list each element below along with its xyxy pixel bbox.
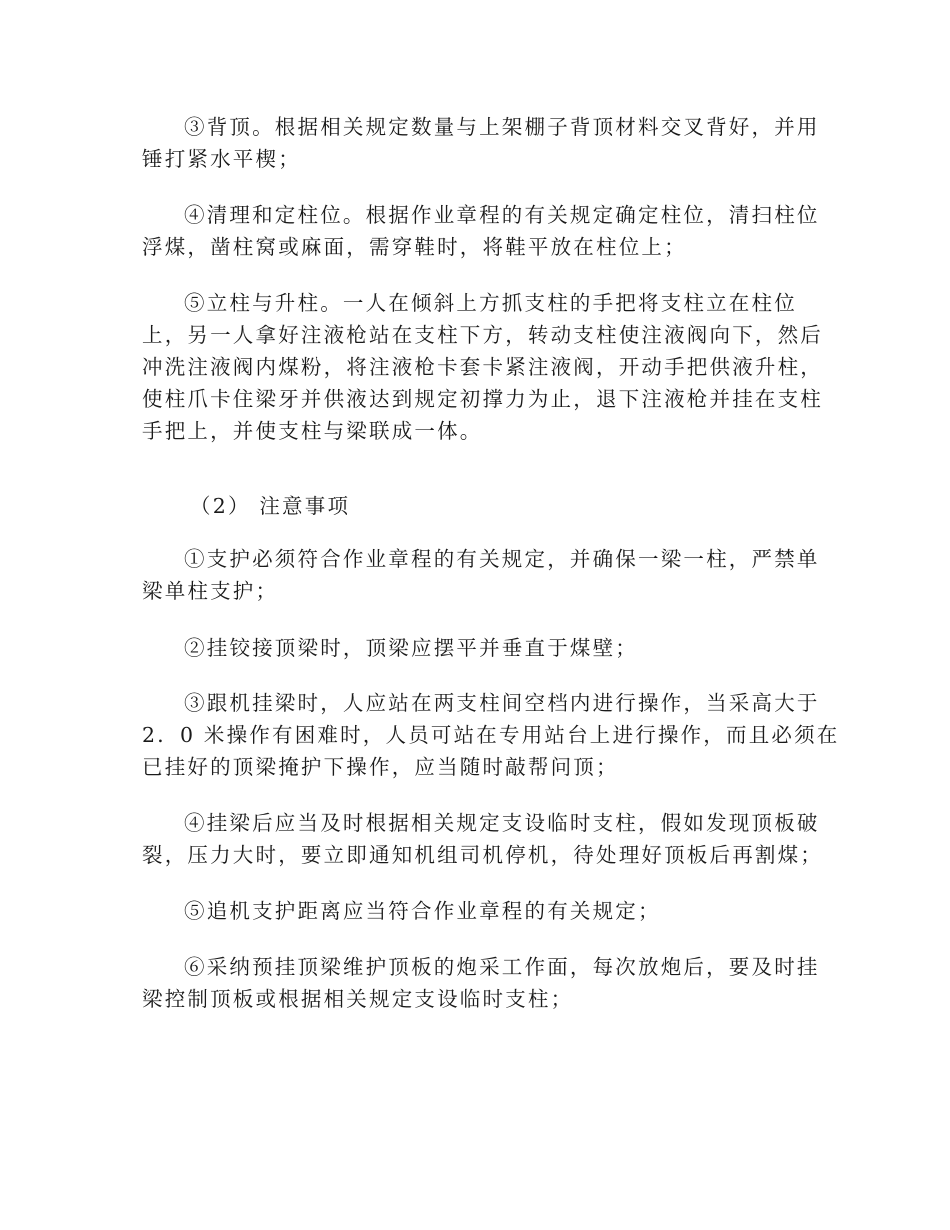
paragraph-back-top [142,111,820,175]
text-line: ③背顶。根据相关规定数量与上架棚子背顶材料交叉背好，并用 [184,115,820,139]
section-heading: （2） 注意事项 [190,494,351,518]
text-line: ⑥采纳预挂顶梁维护顶板的炮采工作面，每次放炮后，要及时挂 [184,955,820,979]
paragraph-note-5 [142,895,814,927]
text-line: ④清理和定柱位。根据作业章程的有关规定确定柱位，清扫柱位 [184,203,820,227]
text-line: 已挂好的顶梁掩护下操作，应当随时敲帮问顶； [142,755,619,779]
paragraph-note-1 [142,543,820,607]
paragraph-note-2 [142,632,814,664]
paragraph-note-4 [142,807,823,871]
paragraph-note-3 [142,687,840,783]
text-line: 梁单柱支护； [142,579,279,603]
text-line: ①支护必须符合作业章程的有关规定，并确保一梁一柱，严禁单 [184,547,820,571]
text-line: ⑤追机支护距离应当符合作业章程的有关规定； [184,899,661,923]
text-line: 2．0 米操作有困难时，人员可站在专用站台上进行操作，而且必须在 [142,723,840,747]
text-line: 梁控制顶板或根据相关规定支设临时支柱； [142,987,574,1011]
text-line: ④挂梁后应当及时根据相关规定支设临时支柱，假如发现顶板破 [184,811,820,835]
text-line: 上，另一人拿好注液枪站在支柱下方，转动支柱使注液阀向下，然后 [142,323,823,347]
paragraph-erect-raise-post [142,287,823,447]
text-line: 裂，压力大时，要立即通知机组司机停机，待处理好顶板后再割煤； [142,843,823,867]
text-line: ②挂铰接顶梁时，顶梁应摆平并垂直于煤壁； [184,636,638,660]
text-line: ⑤立柱与升柱。一人在倾斜上方抓支柱的手把将支柱立在柱位 [184,291,797,315]
text-line: 冲洗注液阀内煤粉，将注液枪卡套卡紧注液阀，开动手把供液升柱， [142,355,823,379]
paragraph-note-6 [142,951,820,1015]
text-line: 使柱爪卡住梁牙并供液达到规定初撑力为止，退下注液枪并挂在支柱 [142,387,823,411]
paragraph-clear-post-position [142,199,820,263]
text-line: 锤打紧水平楔； [142,147,301,171]
text-line: ③跟机挂梁时，人应站在两支柱间空档内进行操作，当采高大于 [184,691,820,715]
text-line: 浮煤，凿柱窝或麻面，需穿鞋时，将鞋平放在柱位上； [142,235,687,259]
text-line: 手把上，并使支柱与梁联成一体。 [142,419,483,443]
